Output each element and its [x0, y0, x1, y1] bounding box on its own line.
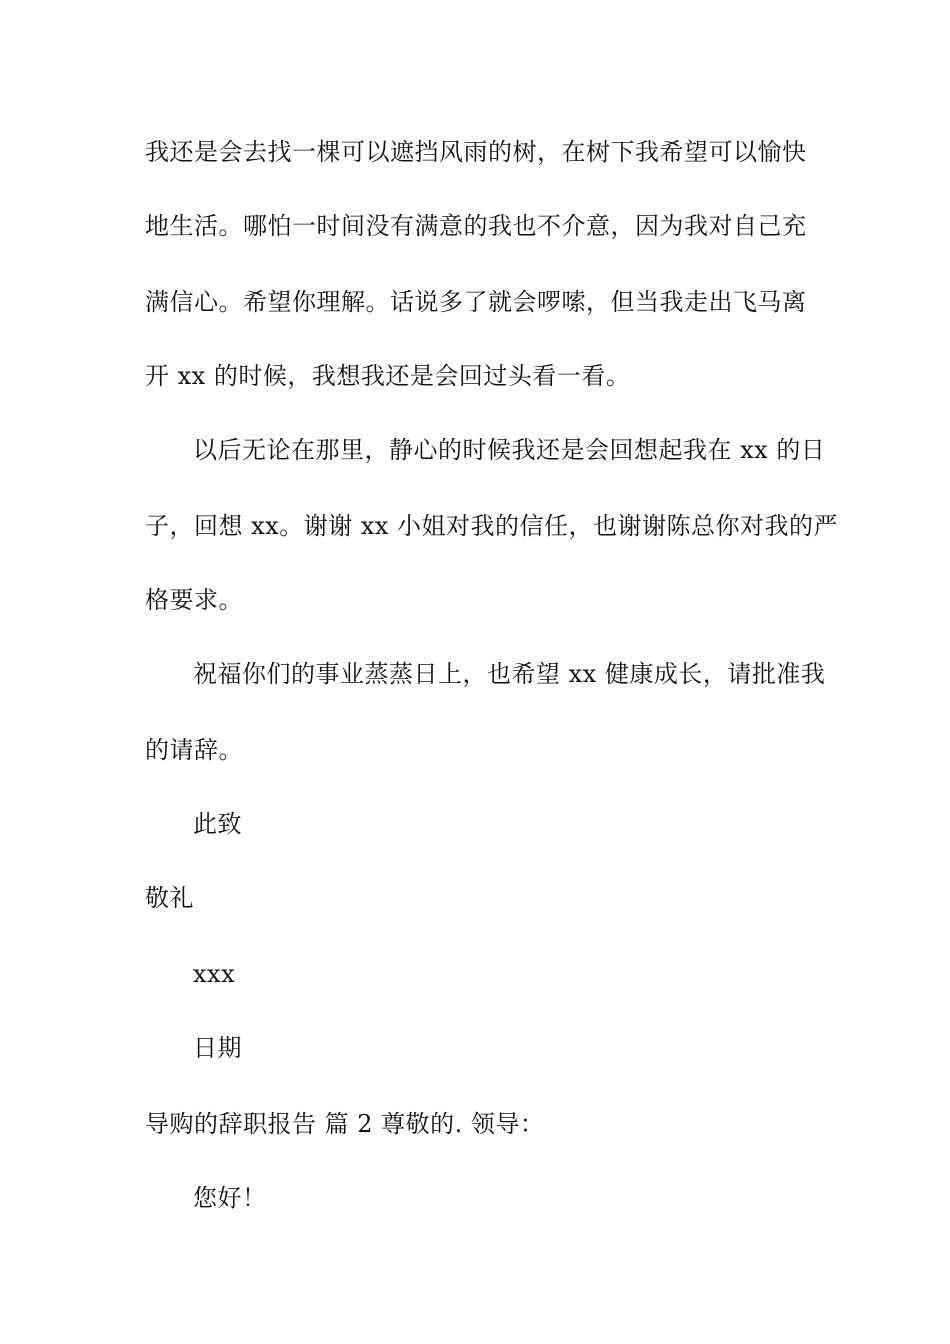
- signature-date: 日期: [193, 1034, 242, 1062]
- greeting: 您好！: [193, 1184, 267, 1212]
- paragraph-line: 开 xx 的时候，我想我还是会回过头看一看。: [145, 362, 631, 390]
- closing-respect: 敬礼: [145, 884, 194, 912]
- paragraph-line: 祝福你们的事业蒸蒸日上，也希望 xx 健康成长，请批准我: [193, 660, 826, 688]
- paragraph-line: 子，回想 xx。谢谢 xx 小姐对我的信任，也谢谢陈总你对我的严: [145, 512, 839, 540]
- paragraph-line: 的请辞。: [145, 736, 243, 764]
- section-heading: 导购的辞职报告 篇 2 尊敬的. 领导：: [145, 1110, 545, 1138]
- paragraph-line: 满信心。希望你理解。话说多了就会啰嗦，但当我走出飞马离: [145, 288, 807, 316]
- paragraph-line: 格要求。: [145, 586, 243, 614]
- paragraph-line: 以后无论在那里，静心的时候我还是会回想起我在 xx 的日: [193, 436, 826, 464]
- closing-salutation: 此致: [193, 810, 242, 838]
- paragraph-line: 我还是会去找一棵可以遮挡风雨的树，在树下我希望可以愉快: [145, 138, 807, 166]
- signature-name: xxx: [193, 960, 236, 988]
- paragraph-line: 地生活。哪怕一时间没有满意的我也不介意，因为我对自己充: [145, 212, 807, 240]
